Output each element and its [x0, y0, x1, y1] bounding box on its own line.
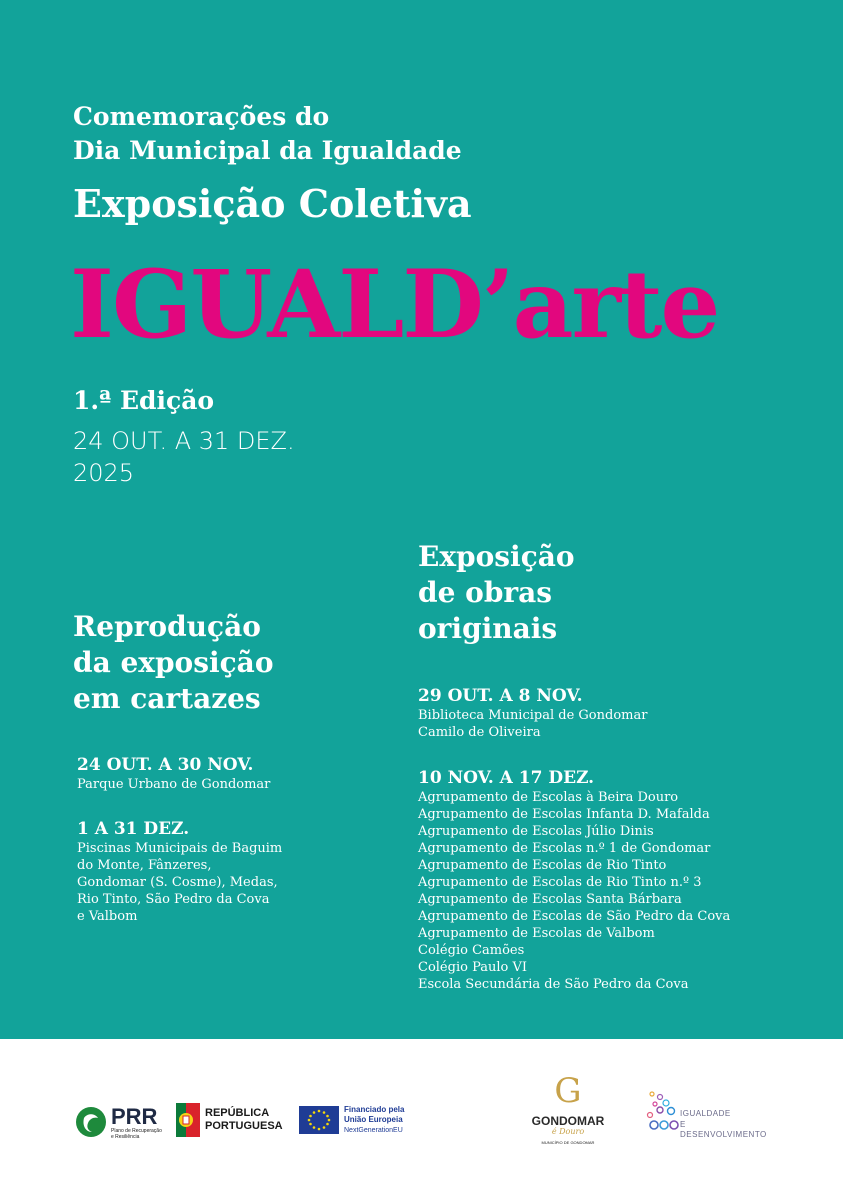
block-date: 1 A 31 DEZ. [77, 819, 190, 839]
eu-funding-logo [299, 1105, 413, 1137]
block-line: Agrupamento de Escolas Infanta D. Mafalda [418, 807, 710, 822]
block-line: Piscinas Municipais de Baguim [77, 841, 283, 856]
eu-line-2: União Europeia [344, 1115, 403, 1124]
block-line: Agrupamento de Escolas n.º 1 de Gondomar [418, 841, 711, 856]
heading-line: originais [418, 612, 558, 645]
gondomar-g-mark: G [554, 1071, 582, 1111]
block-date: 24 OUT. A 30 NOV. [77, 755, 254, 775]
block-line: Agrupamento de Escolas Santa Bárbara [418, 892, 682, 907]
block-date: 29 OUT. A 8 NOV. [418, 686, 583, 706]
republica-portuguesa-logo [176, 1103, 292, 1139]
block-line: Agrupamento de Escolas de Valbom [418, 926, 655, 941]
eu-flag-icon [299, 1106, 339, 1134]
gondomar-logo [528, 1073, 608, 1153]
gondomar-tagline: é Douro [551, 1127, 585, 1136]
eu-line-3: NextGenerationEU [344, 1127, 403, 1134]
heading-line: Exposição [418, 540, 575, 573]
heading-line: da exposição [73, 646, 274, 679]
block-line: Agrupamento de Escolas à Beira Douro [418, 790, 679, 805]
event-dates [73, 425, 295, 489]
original-works-heading [418, 539, 575, 647]
republica-line-2: PORTUGUESA [205, 1120, 283, 1132]
prr-line-2: e Resiliência [111, 1134, 140, 1140]
republica-line-1: REPÚBLICA [205, 1107, 270, 1119]
block-line: Rio Tinto, São Pedro da Cova [77, 892, 270, 907]
igualdade-line-1: IGUALDADE [680, 1109, 731, 1118]
poster-reproduction-heading [73, 609, 274, 717]
heading-line: Reprodução [73, 610, 261, 643]
block-line: Camilo de Oliveira [418, 725, 541, 740]
eu-line-1: Financiado pela [344, 1105, 405, 1114]
location-block [418, 767, 730, 993]
block-line: Agrupamento de Escolas de São Pedro da Cova [418, 909, 731, 924]
location-block [418, 685, 647, 741]
subtitle-line-1: Comemorações do [73, 102, 330, 131]
block-line: Escola Secundária de São Pedro da Cova [418, 977, 689, 992]
exhibition-title: Exposição Coletiva [73, 181, 472, 226]
block-line: Agrupamento de Escolas Júlio Dinis [418, 824, 654, 839]
prr-line-1: Plano de Recuperação [111, 1128, 162, 1134]
block-date: 10 NOV. A 17 DEZ. [418, 768, 595, 788]
block-line: Colégio Paulo VI [418, 960, 527, 975]
block-line: Agrupamento de Escolas de Rio Tinto n.º 3 [418, 875, 702, 890]
block-line: Gondomar (S. Cosme), Medas, [77, 875, 278, 890]
gondomar-municipality: MUNICÍPIO DE GONDOMAR [541, 1140, 595, 1145]
sponsor-footer [0, 1039, 843, 1192]
igualdade-line-2: E DESENVOLVIMENTO [680, 1120, 767, 1139]
subtitle-line-2: Dia Municipal da Igualdade [73, 136, 462, 165]
block-line: Colégio Camões [418, 943, 525, 958]
igualdade-desenvolvimento-logo [646, 1089, 774, 1137]
gondomar-name: GONDOMAR [531, 1114, 605, 1128]
block-line: Parque Urbano de Gondomar [77, 777, 271, 792]
dates-line-2: 2025 [73, 459, 135, 487]
brand-title: IGUALD’arte [70, 250, 719, 360]
equality-circles-icon [646, 1089, 682, 1133]
event-subtitle [73, 100, 462, 168]
prr-name: PRR [111, 1104, 158, 1129]
heading-line: em cartazes [73, 682, 261, 715]
dates-line-1: 24 OUT. A 31 DEZ. [73, 427, 295, 455]
heading-line: de obras [418, 576, 553, 609]
portuguese-shield-icon [176, 1103, 200, 1137]
block-line: Agrupamento de Escolas de Rio Tinto [418, 858, 667, 873]
prr-emblem-icon [75, 1106, 107, 1138]
block-line: do Monte, Fânzeres, [77, 858, 212, 873]
block-line: Biblioteca Municipal de Gondomar [418, 708, 648, 723]
edition-label: 1.ª Edição [73, 386, 215, 415]
location-block [77, 754, 270, 793]
block-line: e Valbom [77, 909, 138, 924]
prr-logo [75, 1105, 170, 1139]
location-block [77, 818, 282, 925]
